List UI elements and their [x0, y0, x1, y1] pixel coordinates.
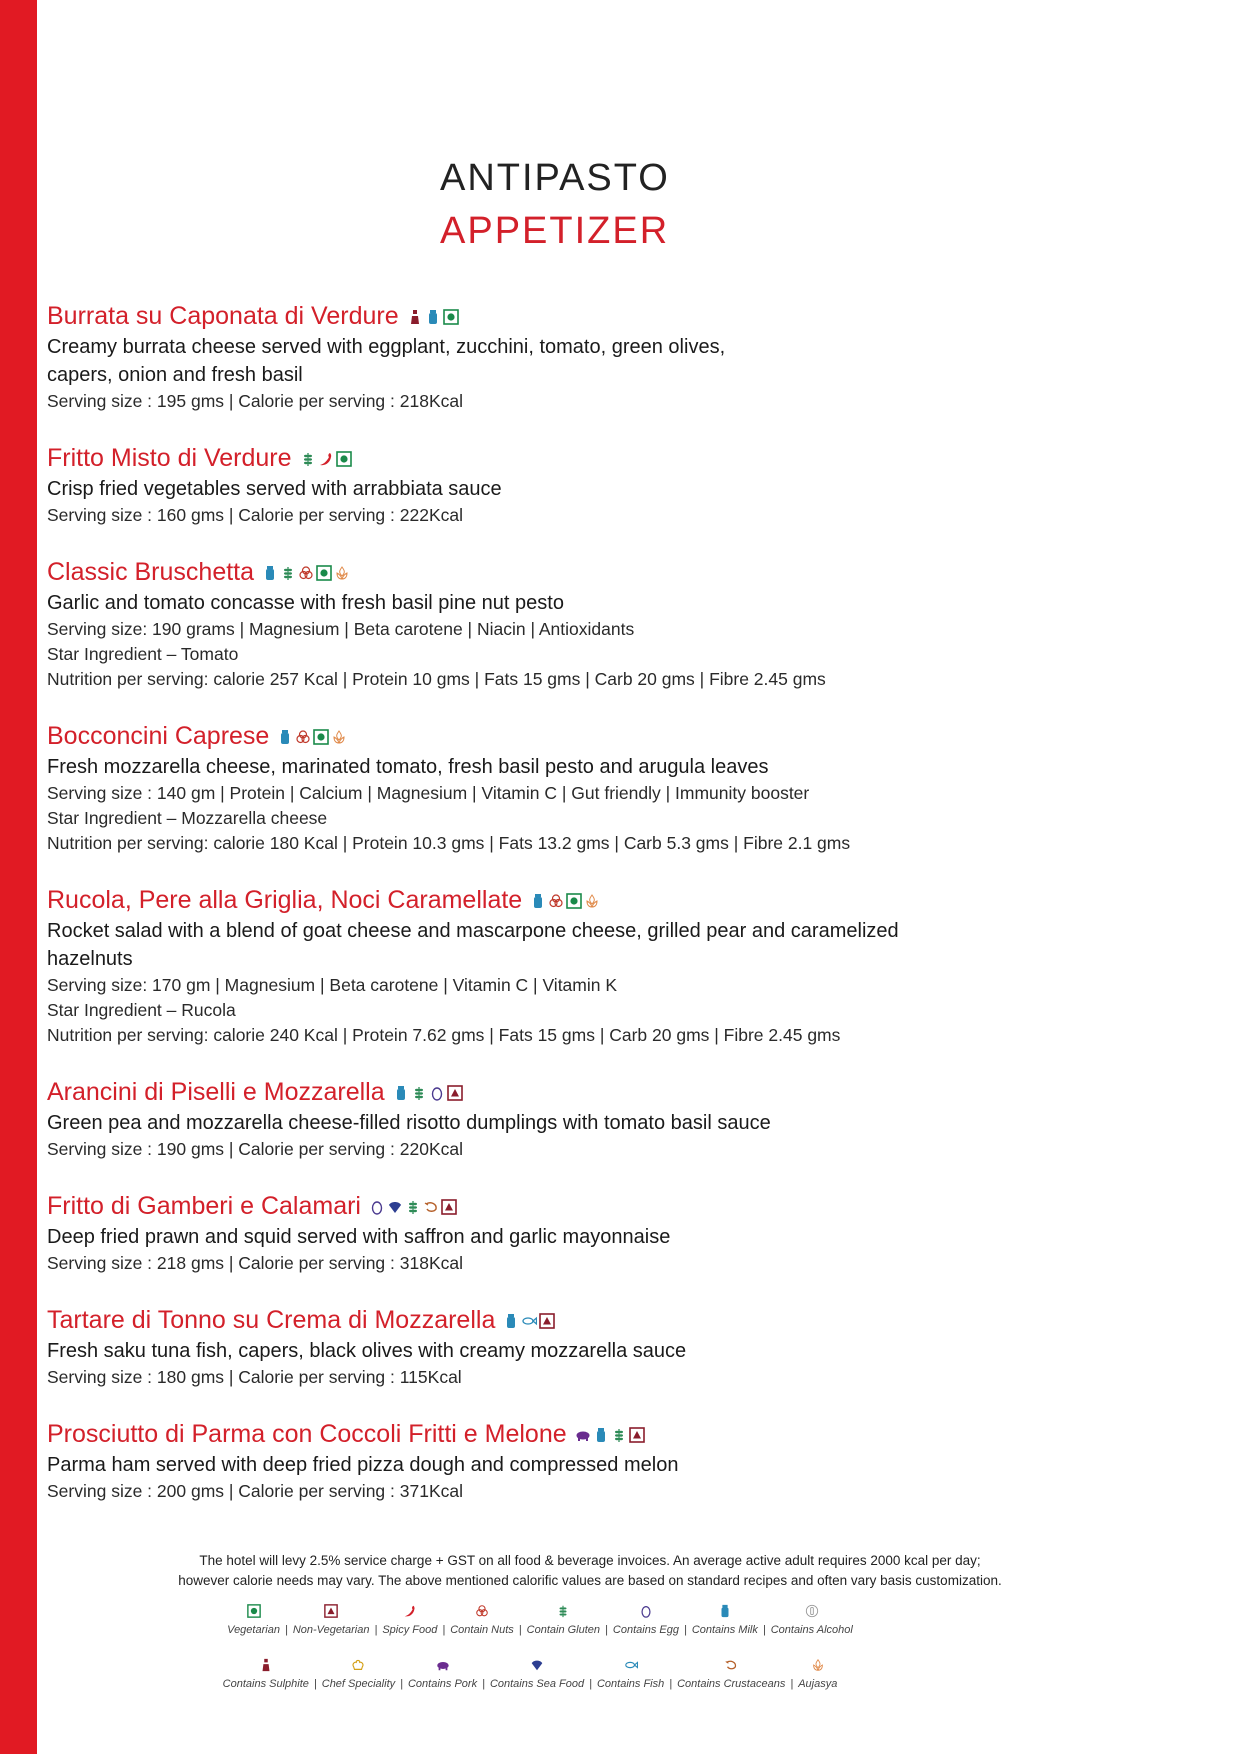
milk-icon — [262, 565, 278, 581]
legend-label: Contains Crustaceans — [677, 1678, 786, 1690]
menu-item-name-row — [47, 1190, 1047, 1223]
menu-item-title: Bocconcini Caprese — [47, 722, 270, 750]
legend-separator: | — [284, 1624, 288, 1636]
menu-item-detail: Nutrition per serving: calorie 180 Kcal | Protein 10.3 gms | Fats 13.2 gms | Carb 5.3 gms | Fibre 2.1 gms — [47, 833, 851, 853]
gluten-icon — [611, 1427, 627, 1443]
menu-item-detail: Serving size : 190 gms | Calorie per serving : 220Kcal — [47, 1139, 463, 1159]
menu-item-name-row — [47, 1418, 1047, 1451]
gluten-icon — [405, 1199, 421, 1215]
footer-line-1: The hotel will levy 2.5% service charge + GST on all food & beverage invoices. An average active adult requires 2000 kcal per day; — [199, 1553, 981, 1568]
gluten-icon — [411, 1085, 427, 1101]
aujasya-icon — [331, 729, 347, 745]
side-accent-bar — [0, 0, 37, 1754]
menu-item-name-row — [47, 442, 1047, 475]
vegetarian-icon — [247, 1604, 261, 1618]
egg-icon — [639, 1604, 653, 1618]
legend-label: Contains Alcohol — [770, 1624, 853, 1636]
legend-label: Contains Milk — [691, 1624, 758, 1636]
heading-italian: ANTIPASTO — [440, 157, 670, 199]
menu-item-title: Fritto Misto di Verdure — [47, 444, 292, 472]
legend-row-1 — [200, 1604, 880, 1636]
legend-separator: | — [482, 1678, 485, 1690]
menu-item — [47, 1418, 1047, 1504]
legend-label: Aujasya — [798, 1678, 838, 1690]
vegetarian-icon — [316, 565, 332, 581]
legend-label: Vegetarian — [227, 1624, 280, 1636]
legend-separator: | — [518, 1624, 522, 1636]
non-vegetarian-icon — [441, 1199, 457, 1215]
menu-item — [47, 1076, 1047, 1162]
dietary-icons — [393, 1085, 463, 1101]
nuts-icon — [298, 565, 314, 581]
legend-entry — [450, 1604, 514, 1636]
vegetarian-icon — [566, 893, 582, 909]
menu-item-description: Crisp fried vegetables served with arrabbiata sauce — [47, 478, 502, 500]
dietary-icons — [262, 565, 350, 581]
legend-label: Chef Speciality — [321, 1678, 396, 1690]
seafood-icon — [530, 1658, 544, 1672]
legend-label: Contain Gluten — [526, 1624, 601, 1636]
dietary-icons — [575, 1427, 645, 1443]
non-vegetarian-icon — [324, 1604, 338, 1618]
menu-item-description: Creamy burrata cheese served with eggplant, zucchini, tomato, green olives, capers, onion and fresh basil — [47, 336, 726, 386]
gluten-icon — [556, 1604, 570, 1618]
egg-icon — [369, 1199, 385, 1215]
menu-item-detail: Star Ingredient – Rucola — [47, 1000, 236, 1020]
menu-item-detail: Serving size : 195 gms | Calorie per serving : 218Kcal — [47, 391, 463, 411]
legend-separator: | — [762, 1624, 766, 1636]
spicy-icon — [403, 1604, 417, 1618]
dietary-icons — [300, 451, 352, 467]
menu-item-detail: Serving size: 170 gm | Magnesium | Beta carotene | Vitamin C | Vitamin K — [47, 975, 618, 995]
menu-item-description: Deep fried prawn and squid served with saffron and garlic mayonnaise — [47, 1226, 671, 1248]
menu-item-description: Garlic and tomato concasse with fresh basil pine nut pesto — [47, 592, 564, 614]
legend-entry — [692, 1604, 758, 1636]
nuts-icon — [475, 1604, 489, 1618]
menu-item-description: Rocket salad with a blend of goat cheese and mascarpone cheese, grilled pear and caramelized hazelnuts — [47, 920, 899, 970]
menu-item-detail: Star Ingredient – Tomato — [47, 644, 239, 664]
aujasya-icon — [811, 1658, 825, 1672]
egg-icon — [429, 1085, 445, 1101]
menu-item — [47, 1304, 1047, 1390]
menu-item-name-row — [47, 1076, 1047, 1109]
menu-item-title: Tartare di Tonno su Crema di Mozzarella — [47, 1306, 496, 1334]
menu-item-detail: Serving size: 190 grams | Magnesium | Beta carotene | Niacin | Antioxidants — [47, 619, 635, 639]
non-vegetarian-icon — [447, 1085, 463, 1101]
legend-label: Contains Sea Food — [489, 1678, 585, 1690]
legend-entry — [322, 1658, 395, 1690]
menu-item-detail: Nutrition per serving: calorie 240 Kcal | Protein 7.62 gms | Fats 15 gms | Carb 20 gms | Fibre 2.45 gms — [47, 1025, 841, 1045]
menu-item-name-row — [47, 300, 1047, 333]
gluten-icon — [300, 451, 316, 467]
dietary-icons — [277, 729, 347, 745]
milk-icon — [503, 1313, 519, 1329]
seafood-icon — [387, 1199, 403, 1215]
menu-item-name-row — [47, 720, 1047, 753]
sulphite-icon — [259, 1658, 273, 1672]
legend-entry — [613, 1604, 679, 1636]
menu-item-detail: Serving size : 160 gms | Calorie per serving : 222Kcal — [47, 505, 463, 525]
menu-item-description: Parma ham served with deep fried pizza dough and compressed melon — [47, 1454, 679, 1476]
legend-entry — [490, 1658, 584, 1690]
aujasya-icon — [334, 565, 350, 581]
legend-label: Contains Sulphite — [222, 1678, 309, 1690]
milk-icon — [393, 1085, 409, 1101]
dietary-icons — [407, 309, 459, 325]
menu-item-title: Arancini di Piselli e Mozzarella — [47, 1078, 385, 1106]
crustacean-icon — [724, 1658, 738, 1672]
section-heading — [440, 153, 840, 259]
chef-speciality-icon — [351, 1658, 365, 1672]
menu-item-detail: Serving size : 180 gms | Calorie per serving : 115Kcal — [47, 1367, 462, 1387]
legend-entry — [677, 1658, 785, 1690]
menu-item — [47, 300, 1047, 414]
menu-item-detail: Nutrition per serving: calorie 257 Kcal | Protein 10 gms | Fats 15 gms | Carb 20 gms | Fibre 2.45 gms — [47, 669, 826, 689]
milk-icon — [277, 729, 293, 745]
legend-entry — [293, 1604, 370, 1636]
menu-item-detail: Serving size : 140 gm | Protein | Calcium | Magnesium | Vitamin C | Gut friendly | Immunity booster — [47, 783, 810, 803]
menu-item — [47, 1190, 1047, 1276]
legend-label: Contain Nuts — [450, 1624, 514, 1636]
menu-item-name-row — [47, 556, 1047, 589]
alcohol-icon — [805, 1604, 819, 1618]
legend-separator: | — [790, 1678, 794, 1690]
vegetarian-icon — [336, 451, 352, 467]
milk-icon — [593, 1427, 609, 1443]
menu-item-description: Fresh mozzarella cheese, marinated tomato, fresh basil pesto and arugula leaves — [47, 756, 769, 778]
menu-item — [47, 442, 1047, 528]
heading-english: APPETIZER — [440, 210, 670, 252]
legend-entry — [227, 1604, 280, 1636]
legend-entry — [223, 1658, 309, 1690]
legend-label: Spicy Food — [382, 1624, 438, 1636]
menu-item-description: Fresh saku tuna fish, capers, black olives with creamy mozzarella sauce — [47, 1340, 687, 1362]
menu-item-title: Fritto di Gamberi e Calamari — [47, 1192, 361, 1220]
menu-item-description: Green pea and mozzarella cheese-filled risotto dumplings with tomato basil sauce — [47, 1112, 771, 1134]
gluten-icon — [280, 565, 296, 581]
legend-separator: | — [589, 1678, 592, 1690]
legend-entry — [382, 1604, 437, 1636]
legend-entry — [527, 1604, 600, 1636]
footer-note — [90, 1551, 1090, 1591]
milk-icon — [718, 1604, 732, 1618]
legend-label: Contains Pork — [407, 1678, 478, 1690]
menu-item-title: Burrata su Caponata di Verdure — [47, 302, 399, 330]
aujasya-icon — [584, 893, 600, 909]
menu-item-title: Rucola, Pere alla Griglia, Noci Caramellate — [47, 886, 523, 914]
legend-separator: | — [400, 1678, 403, 1690]
menu-item — [47, 884, 1047, 1048]
vegetarian-icon — [443, 309, 459, 325]
pork-icon — [436, 1658, 450, 1672]
legend-entry — [408, 1658, 477, 1690]
menu-item-title: Classic Bruschetta — [47, 558, 255, 586]
legend-separator: | — [605, 1624, 608, 1636]
milk-icon — [530, 893, 546, 909]
crustacean-icon — [423, 1199, 439, 1215]
menu-item-detail: Star Ingredient – Mozzarella cheese — [47, 808, 328, 828]
legend-separator: | — [669, 1678, 673, 1690]
nuts-icon — [548, 893, 564, 909]
menu-list — [47, 300, 1047, 1532]
legend-entry — [798, 1658, 837, 1690]
menu-item-name-row — [47, 884, 1047, 917]
legend-label: Contains Egg — [612, 1624, 679, 1636]
legend-label: Contains Fish — [596, 1678, 665, 1690]
legend-entry — [597, 1658, 664, 1690]
legend-separator: | — [313, 1678, 317, 1690]
nuts-icon — [295, 729, 311, 745]
menu-item-detail: Serving size : 200 gms | Calorie per serving : 371Kcal — [47, 1481, 463, 1501]
sulphite-icon — [407, 309, 423, 325]
non-vegetarian-icon — [539, 1313, 555, 1329]
fish-icon — [521, 1313, 537, 1329]
footer-line-2: however calorie needs may vary. The above mentioned calorific values are based on standard recipes and often vary basis customization. — [178, 1573, 1002, 1588]
menu-item-title: Prosciutto di Parma con Coccoli Fritti e Melone — [47, 1420, 567, 1448]
legend-separator: | — [374, 1624, 378, 1636]
menu-item-name-row — [47, 1304, 1047, 1337]
legend-separator: | — [442, 1624, 446, 1636]
menu-item-detail: Serving size : 218 gms | Calorie per serving : 318Kcal — [47, 1253, 463, 1273]
pork-icon — [575, 1427, 591, 1443]
fish-icon — [624, 1658, 638, 1672]
milk-icon — [425, 309, 441, 325]
menu-item — [47, 556, 1047, 692]
vegetarian-icon — [313, 729, 329, 745]
dietary-icons — [369, 1199, 457, 1215]
legend-row-2 — [200, 1658, 860, 1690]
legend-entry — [771, 1604, 853, 1636]
dietary-icons — [503, 1313, 555, 1329]
spicy-icon — [318, 451, 334, 467]
legend-label: Non-Vegetarian — [292, 1624, 370, 1636]
legend-separator: | — [683, 1624, 687, 1636]
non-vegetarian-icon — [629, 1427, 645, 1443]
dietary-icons — [530, 893, 600, 909]
menu-item — [47, 720, 1047, 856]
